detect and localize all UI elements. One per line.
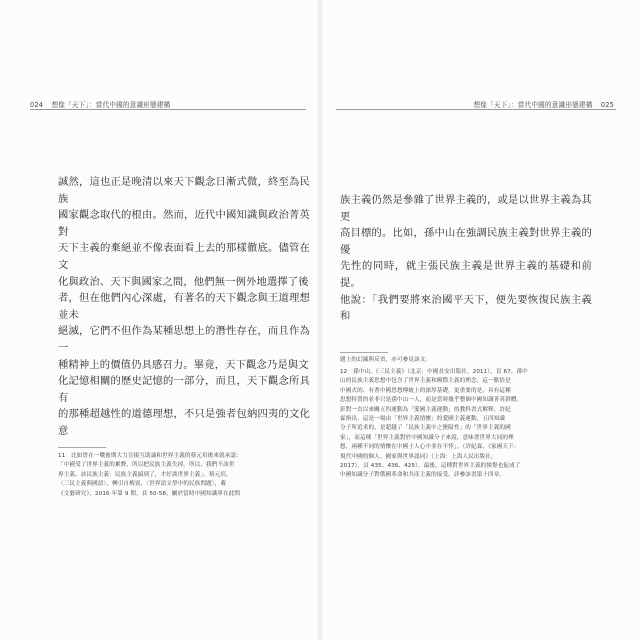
right-running-title: 想像「天下」：當代中國的意識形態建構 (473, 101, 593, 109)
right-page-number: 025 (600, 101, 614, 109)
right-running-header (474, 99, 614, 109)
right-footnote-12: 12 孫中山，《三民主義》（北京：中國長安出版社，2011），頁 67。孫中 山的民族主義思想中包含了世界主義和國際主義的理念，這一點恰是 中國式的、有著中國思想傳統上的深厚基礎，更重要的是，具有這種 思想特質的並非只是孫中山一人，而是當時幾乎整個中國知識菁英群體。 針對一直以來關五四運動為「愛國主義運動」的教科書式解釋，許紀 霖指出，這是一場由「世界主義情懷」的愛國主義運動，五四知識 分子所追求的，是超越了「民族主義中之狹隘性」的「世界主義的國 家」，而這種「世界主義對於中國知識分子來說，意味著世界大同的理 想，兩種不同的情懷在中國士人心中並存不悖」。（許紀霖，《家國天下： 現代中國的個人、國家與世界認同》（上海：上海人民出版社， 2017），頁 435、436、425）。最後，這種對世界主義的憧憬也促成了 中國知識分子對俄國革命和共產主義的接受。詳參該書第十四章。 (340, 369, 528, 479)
left-footnote-rule (58, 447, 106, 448)
left-header-rule (30, 109, 306, 110)
left-footnote-11: 11 比如曾在一戰後期大力宣揚互助論和世界主義的蔡元培後來就承認： 「中國受了世界主義的累贅，所以把民族主義失掉。所以，我們不該世 界主義、該民族主義：民族主義搞到了，才好談世界主義」。蔡元培， 〈三民主義與國語〉，轉引自梅賓，〈世界語文學中的民族問題〉，載 《文藝研究》，2016 年第 9 期，頁 50-58。關於當時中國知識界在此問 (58, 453, 242, 497)
left-running-title: 想像「天下」：當代中國的意識形態建構 (51, 101, 171, 109)
left-body-text: 誠然，這也正是晚清以來天下觀念日漸式微，終至為民族 國家觀念取代的根由。然而，近代中國知識與政治菁英對 天下主義的棄絕並不像表面看上去的那樣徹底。儘管在文 化與政治、天下與國家之間，他們無一例外地選擇了後 者，但在他們內心深處，有著名的天下觀念與王道理想並未 絕滅，它們不但作為某種思想上的潛性存在，而且作為一 種精神上的價值仍具感召力。畢竟，天下觀念乃是與文 化記憶相關的歷史記憶的一部分，而且，天下觀念所具有 的那種超越性的道德理想，不只是強者包納四夷的文化意 (58, 176, 310, 437)
book-gutter (318, 0, 322, 640)
right-footnote-rule (340, 352, 388, 353)
right-header-rule (336, 109, 616, 110)
left-running-header (30, 99, 170, 109)
left-page-number: 024 (30, 101, 44, 109)
right-footnote-continuation: 題上的幻滅與反省，亦可參見該文。 (340, 357, 432, 363)
right-body-text: 族主義仍然是參雜了世界主義的，或是以世界主義為其更 高目標的。比如，孫中山在強調民族主義對世界主義的優 先性的同時，就主張民族主義是世界主義的基礎和前提。 他說：「我們要將來治國平天下，便先要恢復民族主義和 (340, 194, 592, 323)
